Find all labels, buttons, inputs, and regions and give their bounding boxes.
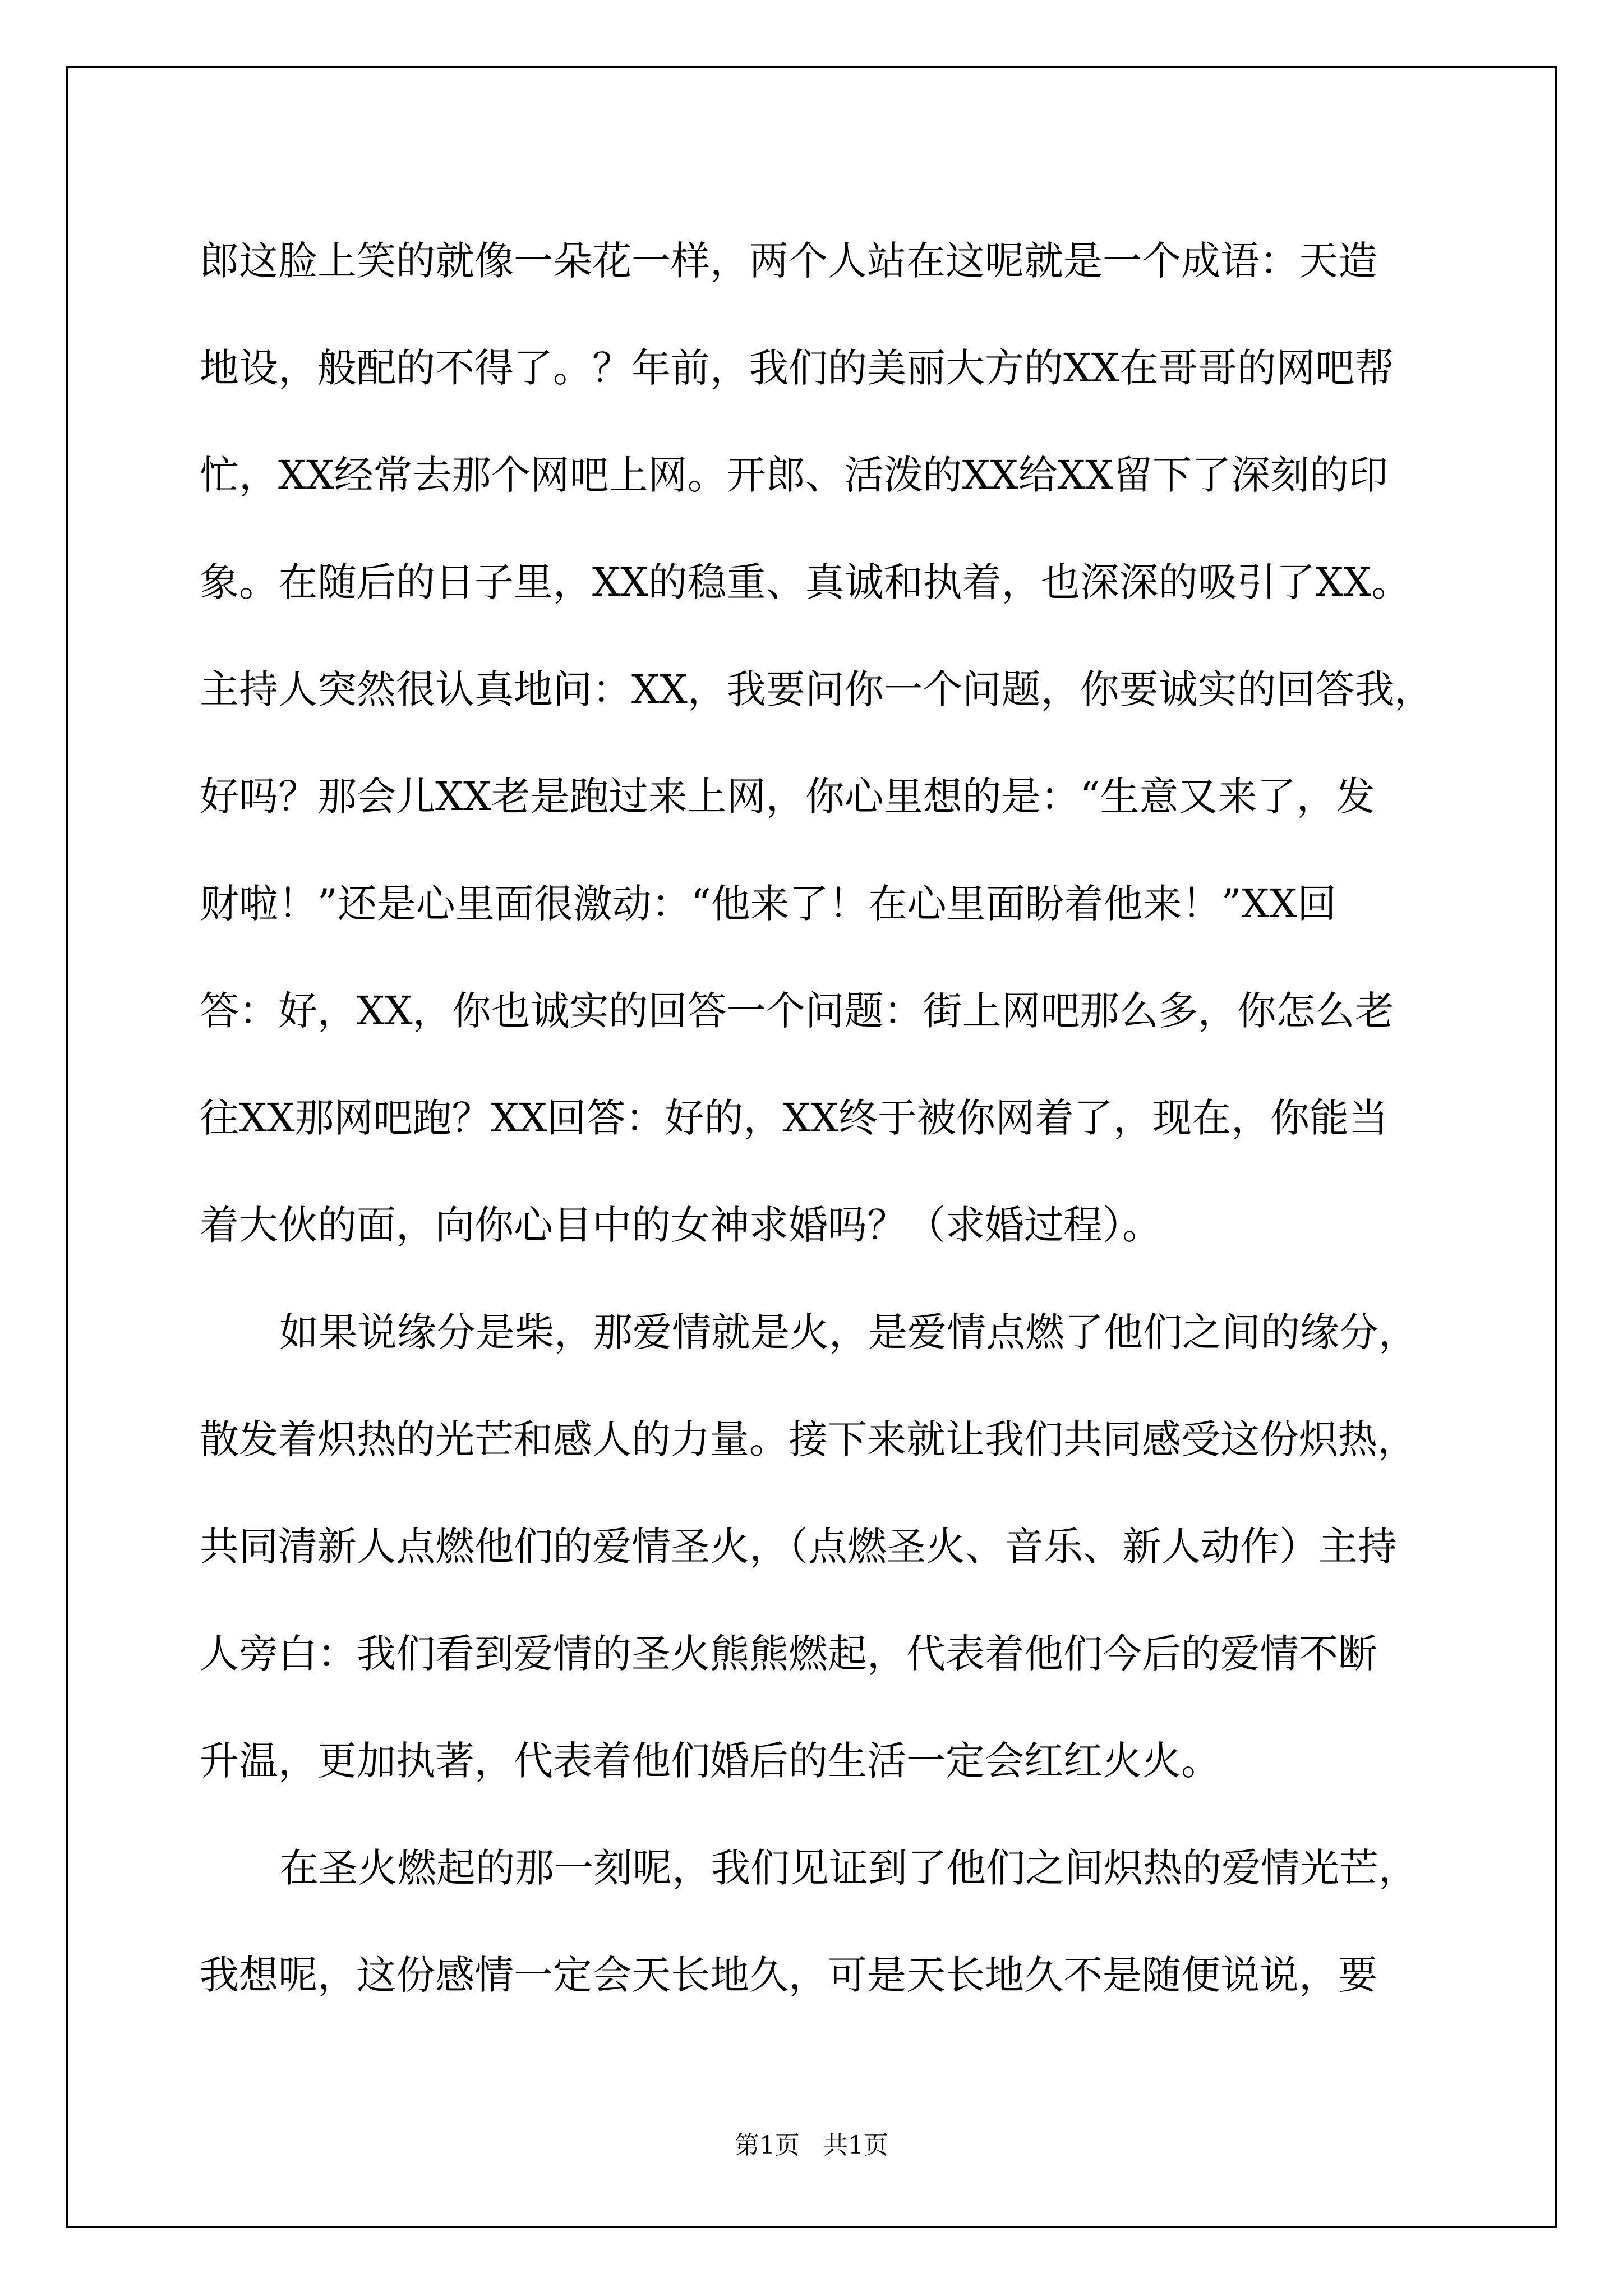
text-line: 共同清新人点燃他们的爱情圣火，（点燃圣火、音乐、新人动作）主持 xyxy=(200,1524,1397,1570)
paragraph-first-line: 如果说缘分是柴，那爱情就是火，是爱情点燃了他们之间的缘分， xyxy=(279,1309,1418,1355)
text-line: 地设，般配的不得了。？年前，我们的美丽大方的XX在哥哥的网吧帮 xyxy=(200,345,1394,391)
text-line: 好吗？那会儿XX老是跑过来上网，你心里想的是：“生意又来了，发 xyxy=(200,774,1375,820)
text-line: 我想呢，这份感情一定会天长地久，可是天长地久不是随便说说，要 xyxy=(200,1952,1377,1998)
paragraph-first-line: 在圣火燃起的那一刻呢，我们见证到了他们之间炽热的爱情光芒， xyxy=(279,1845,1418,1891)
text-line: 郎这脸上笑的就像一朵花一样，两个人站在这呢就是一个成语：天造 xyxy=(200,238,1377,284)
text-line: 答：好，XX，你也诚实的回答一个问题：街上网吧那么多，你怎么老 xyxy=(200,988,1394,1034)
page-number-footer: 第1页 共1页 xyxy=(735,2131,888,2160)
text-line: 着大伙的面，向你心目中的女神求婚吗？（求婚过程）。 xyxy=(200,1202,1161,1248)
text-line: 升温，更加执著，代表着他们婚后的生活一定会红红火火。 xyxy=(200,1738,1220,1784)
document-body xyxy=(200,208,1445,2029)
text-line: 人旁白：我们看到爱情的圣火熊熊燃起，代表着他们今后的爱情不断 xyxy=(200,1631,1377,1677)
text-line: 财啦！”还是心里面很激动：“他来了！在心里面盼着他来！”XX回 xyxy=(200,881,1337,927)
text-line: 主持人突然很认真地问：XX，我要问你一个问题，你要诚实的回答我， xyxy=(200,666,1433,712)
text-line: 往XX那网吧跑？XX回答：好的，XX终于被你网着了，现在，你能当 xyxy=(200,1095,1389,1141)
text-line: 象。在随后的日子里，XX的稳重、真诚和执着，也深深的吸引了XX。 xyxy=(200,559,1411,605)
text-line: 散发着炽热的光芒和感人的力量。接下来就让我们共同感受这份炽热， xyxy=(200,1416,1417,1462)
text-line: 忙，XX经常去那个网吧上网。开郎、活泼的XX给XX留下了深刻的印 xyxy=(200,452,1389,498)
